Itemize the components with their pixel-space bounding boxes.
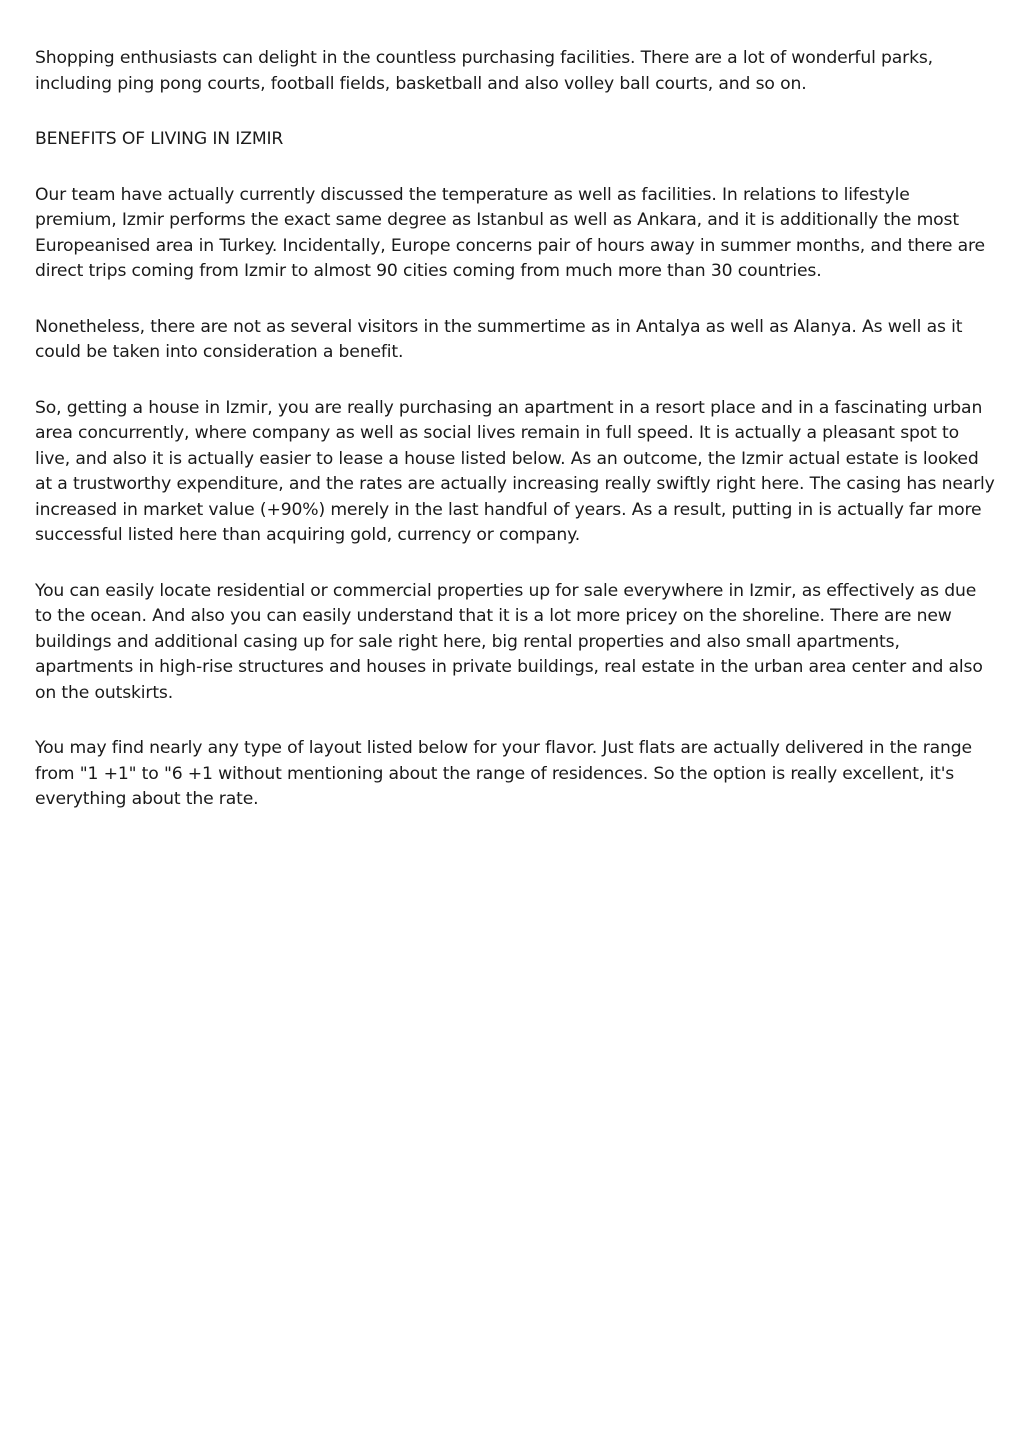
paragraph-properties: You can easily locate residential or commercial properties up for sale everywhere in Izmir, as effectively as due to the ocean. And also you can easily understand that it is a lot more pricey on the shoreline. There are new buildings and additional casing up for sale right here, big rental properties and also small apartments, apartments in high-rise structures and houses in private buildings, real estate in the urban area center and also on the outskirts. [35,580,983,703]
paragraph-visitors: Nonetheless, there are not as several visitors in the summertime as in Antalya as well as Alanya. As well as it could be taken into consideration a benefit. [35,316,963,362]
paragraph-shopping: Shopping enthusiasts can delight in the countless purchasing facilities. There are a lot of wonderful parks, including ping pong courts, football fields, basketball and also volley ball courts, and so on. [35,48,933,94]
paragraph-layouts: You may find nearly any type of layout listed below for your flavor. Just flats are actually delivered in the range from "1 +1" to "6 +1 without mentioning about the range of residences. So the option is really excellent, it's everything about the rate. [35,738,972,809]
document-body [35,46,995,843]
section-heading: BENEFITS OF LIVING IN IZMIR [35,129,284,149]
paragraph-lifestyle: Our team have actually currently discussed the temperature as well as facilities. In relations to lifestyle premium, Izmir performs the exact same degree as Istanbul as well as Ankara, and it is additionally the most Europeanised area in Turkey. Incidentally, Europe concerns pair of hours away in summer months, and there are direct trips coming from Izmir to almost 90 cities coming from much more than 30 countries. [35,184,985,281]
paragraph-investment: So, getting a house in Izmir, you are really purchasing an apartment in a resort place and in a fascinating urban area concurrently, where company as well as social lives remain in full speed. It is actually a pleasant spot to live, and also it is actually easier to lease a house listed below. As an outcome, the Izmir actual estate is looked at a trustworthy expenditure, and the rates are actually increasing really swiftly right here. The casing has nearly increased in market value (+90%) merely in the last handful of years. As a result, putting in is actually far more successful listed here than acquiring gold, currency or company. [35,397,995,545]
